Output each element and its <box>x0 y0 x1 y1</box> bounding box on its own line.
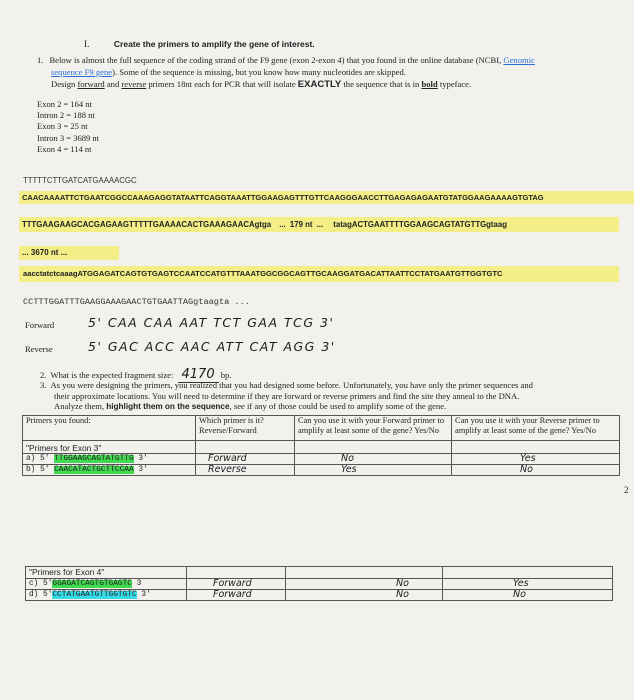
seq-179nt: 179 nt <box>289 220 313 229</box>
q1-line3-d: the sequence that is in <box>341 79 422 89</box>
primer-d-end: 3' <box>141 591 151 599</box>
primer-b-end: 3' <box>138 466 148 474</box>
primer-b-label: b) 5' <box>26 466 50 474</box>
sequence-link[interactable]: sequence F9 gene <box>51 67 113 77</box>
group-label-exon4: "Primers for Exon 4" <box>26 567 187 579</box>
seq-dots-2: ... <box>316 220 324 229</box>
q2-text: What is the expected fragment size: <box>50 370 174 380</box>
primer-a-label: a) 5' <box>26 455 50 463</box>
seq-line-2: CAACAAAATTCTGAATCGGCCAAAGAGGTATAATTCAGGTAAATTGGAAGAGTTTGTTCAAGGGAACCTTGAGAGAGAATGTATGGAAGAAAAGTGTAG <box>19 191 634 204</box>
primer-a-rev-answer[interactable]: Yes <box>452 454 620 465</box>
empty-cell <box>443 567 613 579</box>
empty-cell <box>196 441 295 454</box>
section-title: Create the primers to amplify the gene of interest. <box>113 39 315 49</box>
q1-line3-b: and <box>104 79 122 89</box>
primer-c-rev-answer[interactable]: Yes <box>443 579 613 590</box>
primer-table-exon4 <box>25 566 613 601</box>
table-row <box>23 465 620 476</box>
empty-cell <box>452 441 620 454</box>
q3-line3-bold: highlight them on the sequence <box>106 402 230 411</box>
primer-c-type[interactable]: Forward <box>187 579 286 590</box>
empty-cell <box>286 567 443 579</box>
primer-b-rev-answer[interactable]: No <box>452 465 620 476</box>
primer-d-rev-answer[interactable]: No <box>443 590 613 601</box>
question-1 <box>37 54 634 91</box>
question-3 <box>40 380 634 413</box>
q3-line1: As you were designing the primers, you realized that you had designed some before. Unfortunately, you have only the primer sequences and <box>50 380 533 390</box>
reverse-label: Reverse <box>25 344 53 354</box>
table-row <box>26 590 613 601</box>
forward-label: Forward <box>25 320 55 330</box>
q1-bold: bold <box>421 79 438 89</box>
size-exon2: Exon 2 = 164 nt <box>37 99 92 109</box>
primer-c-label: c) 5' <box>29 580 53 588</box>
q1-line3-a: Design <box>51 79 78 89</box>
seq-line-6: CCTTTGGATTTGAAGGAAAGAACTGTGAATTAGgtaagta ... <box>23 297 250 307</box>
seq-line-3 <box>19 217 619 232</box>
primer-d-seq: CCTATGAATGTTGGTGTC <box>52 591 137 599</box>
size-intron2: Intron 2 = 188 nt <box>37 110 95 121</box>
table-header-row <box>23 416 620 441</box>
primer-c-end: 3 <box>136 580 142 588</box>
q3-number: 3. <box>40 380 47 390</box>
forward-primer-handwritten: 5' CAA CAA AAT TCT GAA TCG 3' <box>88 315 335 330</box>
header-primer-type: Which primer is it? Reverse/Forward <box>196 416 295 441</box>
section-header <box>84 39 315 50</box>
size-exon3: Exon 3 = 25 nt <box>37 121 88 132</box>
seq-line-3-exon: TTTGAAGAAGCACGAGAAGTTTTTGAAAACACTGAAAGAACAgtga <box>22 220 272 229</box>
empty-cell <box>187 567 286 579</box>
primer-a-type[interactable]: Forward <box>196 454 295 465</box>
primer-c-seq: GGAGATCAGTGTGAGTC <box>52 580 132 588</box>
q3-line2: their approximate locations. You will need to determine if they are forward or reverse primers and find the site they anneal to the DNA. <box>54 390 520 401</box>
q1-exactly: EXACTLY <box>297 79 342 90</box>
empty-cell <box>295 441 452 454</box>
primer-d-type[interactable]: Forward <box>187 590 286 601</box>
header-use-forward: Can you use it with your Forward primer to amplify at least some of the gene? Yes/No <box>295 416 452 441</box>
size-exon4: Exon 4 = 114 nt <box>37 143 92 154</box>
q1-line3-e: typeface. <box>437 79 472 89</box>
primer-c-cell <box>26 579 187 590</box>
q1-number: 1. <box>37 55 44 65</box>
header-use-reverse: Can you use it with your Reverse primer to amplify at least some of the gene? Yes/No <box>452 416 620 441</box>
primer-d-cell <box>26 590 187 601</box>
primer-d-fwd-answer[interactable]: No <box>286 590 443 601</box>
q1-forward: forward <box>77 79 105 89</box>
q2-number: 2. <box>40 370 47 380</box>
group-label-exon3: "Primers for Exon 3" <box>23 441 196 454</box>
seq-line-1: TTTTTCTTGATCATGAAAACGC <box>23 176 137 185</box>
primer-b-type[interactable]: Reverse <box>196 465 295 476</box>
seq-line-5: aacctatctcaaagATGGAGATCAGTGTGAGTCCAATCCATGTTTAAATGGCGGCAGTTGCAAGGATGACATTAATTCCTATGAATGTTGGTGTC <box>19 266 619 282</box>
primer-a-cell <box>23 454 196 465</box>
primer-a-seq: TTGGAAGCAGTATGTTG <box>54 455 134 463</box>
page-number: 2 <box>624 485 629 495</box>
primer-a-fwd-answer[interactable]: No <box>295 454 452 465</box>
q3-line3-pre: Analyze them, <box>54 401 107 411</box>
reverse-primer-handwritten: 5' GAC ACC AAC ATT CAT AGG 3' <box>88 339 336 354</box>
q1-line2: ). Some of the sequence is missing, but you know how many nucleotides are skipped. <box>112 67 406 77</box>
q1-line3-c: primers 18nt each for PCR that will isolate <box>146 79 298 89</box>
group-row-exon4 <box>26 567 613 579</box>
size-list <box>37 99 99 155</box>
genomic-link[interactable]: Genomic <box>503 55 535 65</box>
q2-unit: bp. <box>220 370 232 380</box>
table-row <box>23 454 620 465</box>
section-number: I. <box>84 40 90 50</box>
q1-line1: Below is almost the full sequence of the coding strand of the F9 gene (exon 2-exon 4) that you found in the online database (NCBI, <box>49 55 504 65</box>
primer-table-exon3 <box>22 415 620 476</box>
seq-line-3-exon3: tatagACTGAATTTTGGAAGCAGTATGTTGgtaag <box>333 220 507 229</box>
group-row-exon3 <box>23 441 620 454</box>
q3-line3-post: , see if any of those could be used to amplify some of the gene. <box>229 401 447 411</box>
primer-c-fwd-answer[interactable]: No <box>286 579 443 590</box>
primer-d-label: d) 5' <box>29 591 53 599</box>
seq-line-4: ... 3670 nt ... <box>19 246 119 260</box>
size-intron3: Intron 3 = 3689 nt <box>37 132 99 143</box>
primer-a-end: 3' <box>138 455 148 463</box>
q2-answer[interactable]: 4170 <box>178 367 219 383</box>
header-primers-found: Primers you found: <box>23 416 196 441</box>
seq-dots-1: ... <box>279 220 286 229</box>
primer-b-seq: CAACATACTGCTTCCAA <box>54 466 134 474</box>
primer-b-cell <box>23 465 196 476</box>
table-row <box>26 579 613 590</box>
q1-reverse: reverse <box>121 79 147 89</box>
primer-b-fwd-answer[interactable]: Yes <box>295 465 452 476</box>
